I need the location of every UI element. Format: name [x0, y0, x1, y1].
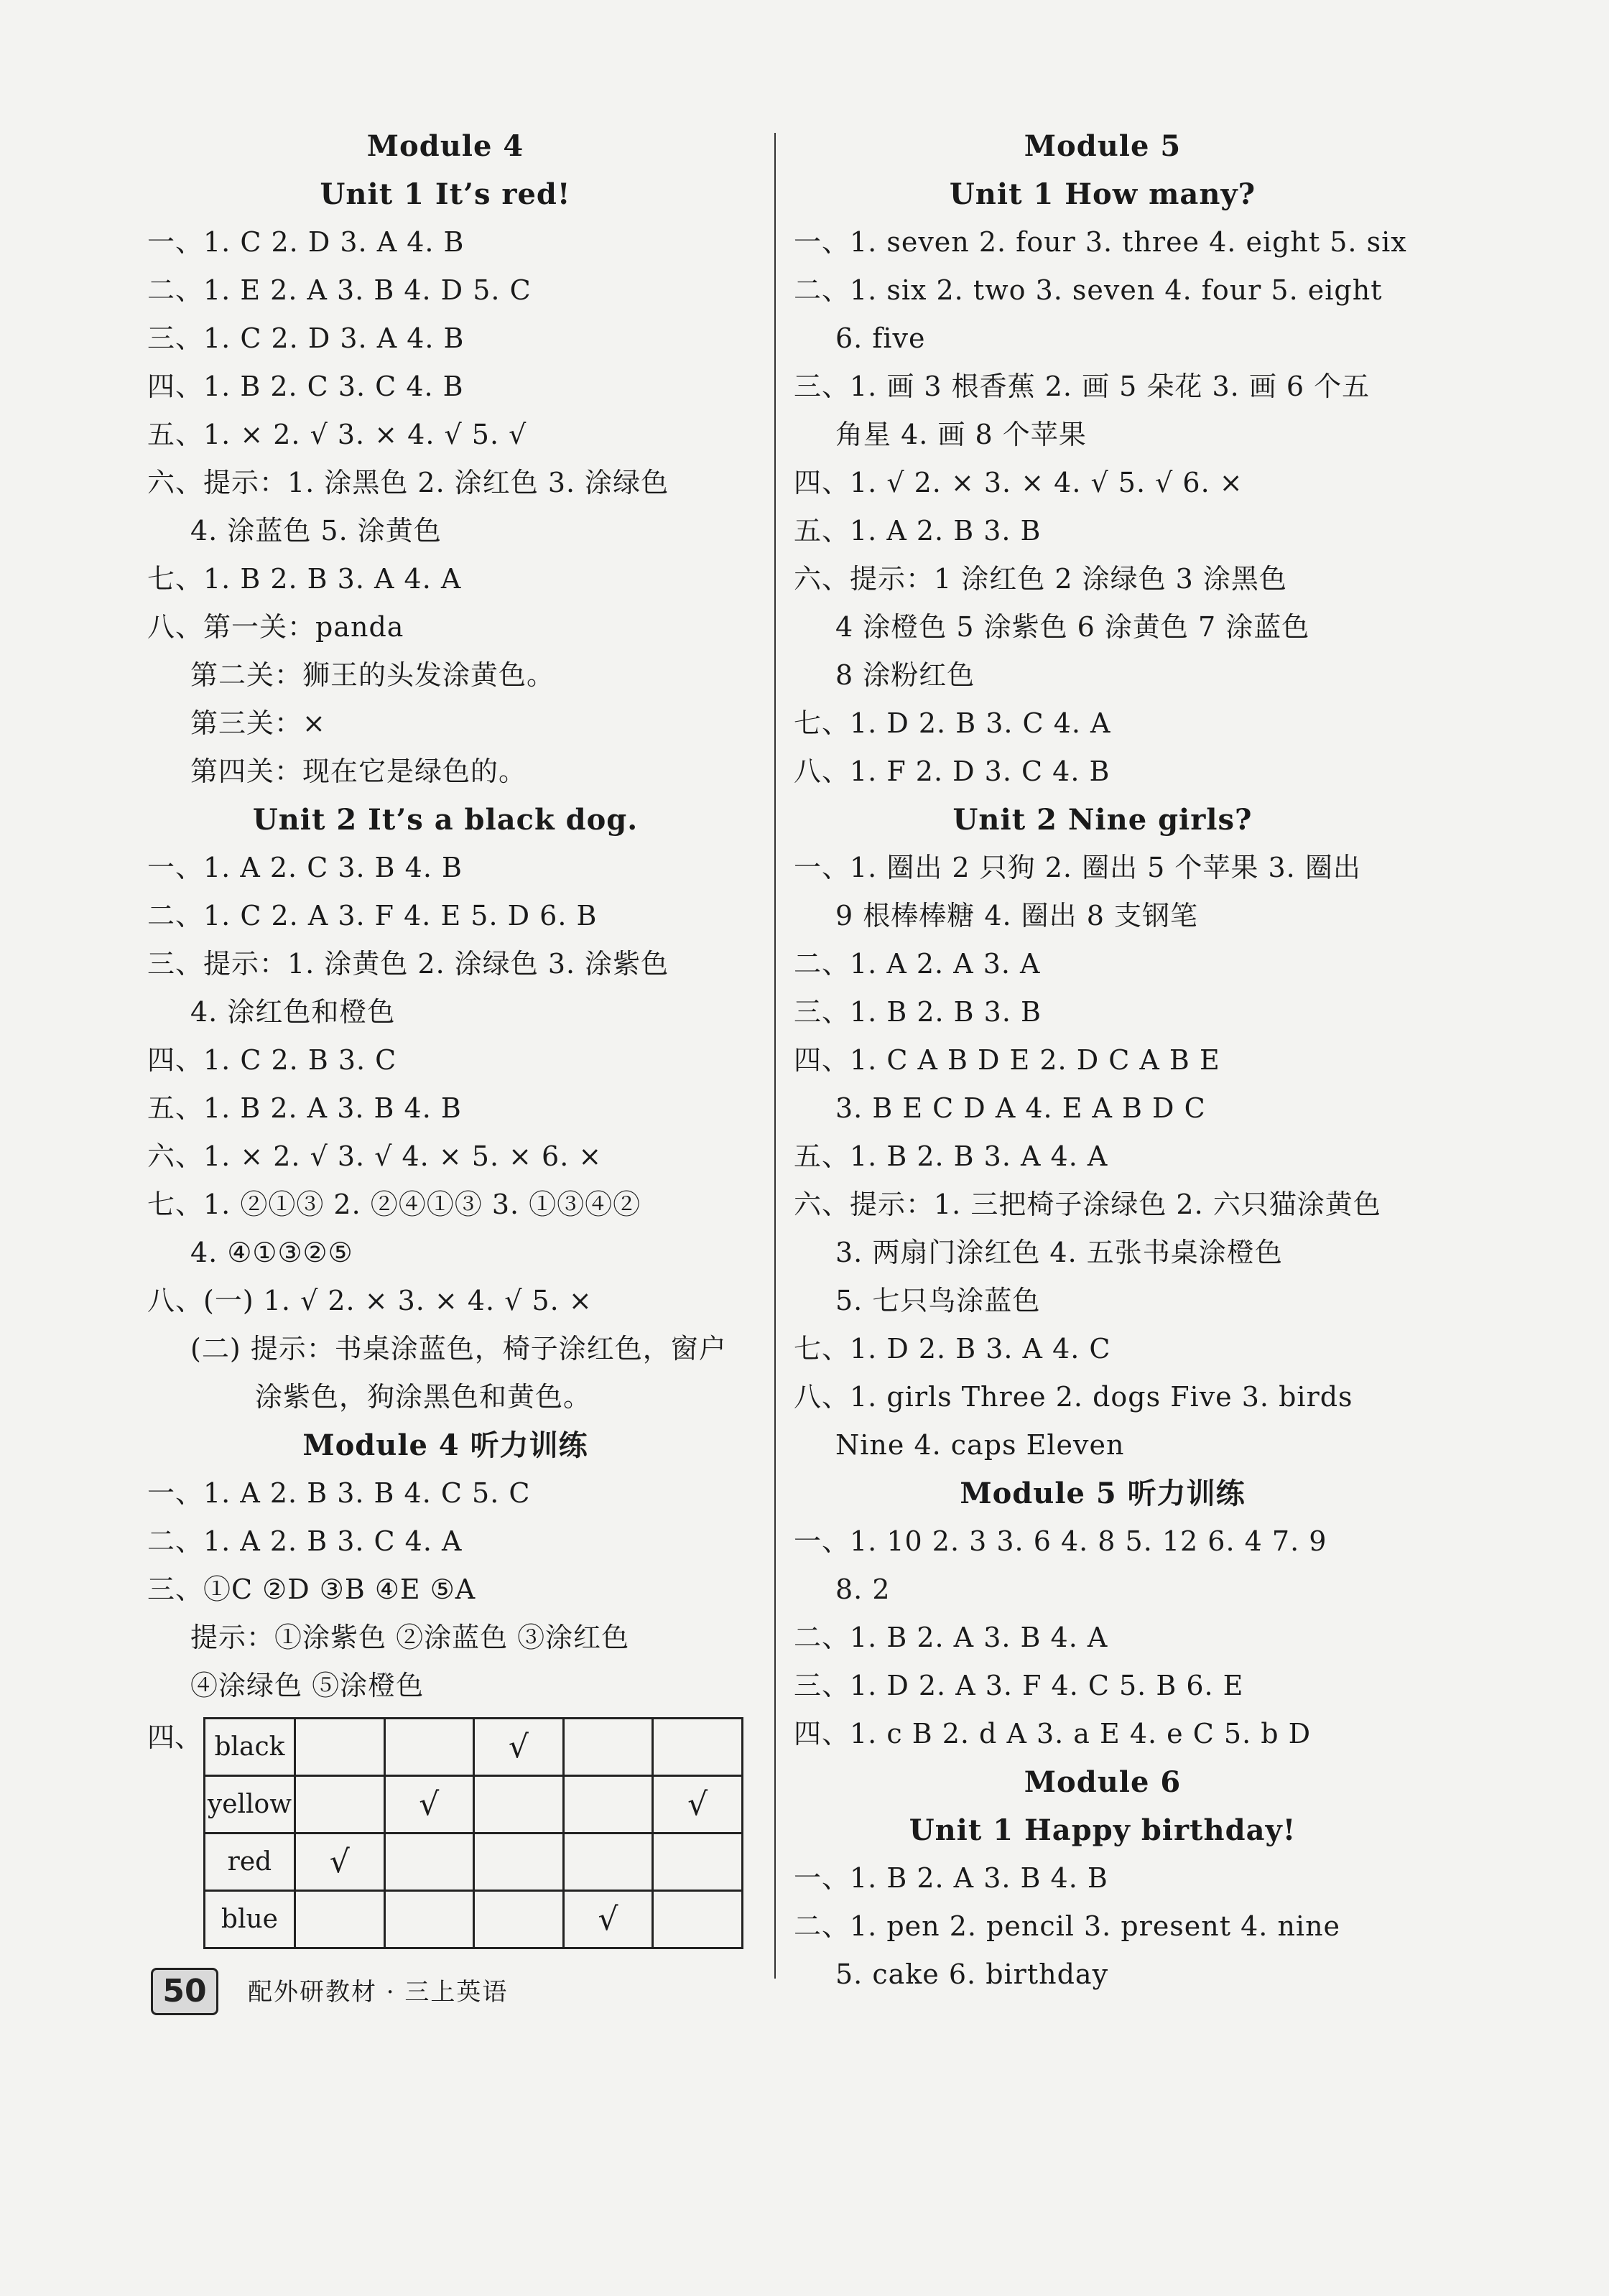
answer-line: 三、①C ②D ③B ④E ⑤A [147, 1574, 476, 1605]
answer-line: 角星 4. 画 8 个苹果 [835, 419, 1087, 450]
grid-cell: √ [295, 1833, 384, 1891]
section-heading: Unit 1 How many? [949, 177, 1256, 211]
answer-line: 3. 两扇门涂红色 4. 五张书桌涂橙色 [835, 1237, 1283, 1268]
answer-line: 一、1. B 2. A 3. B 4. B [794, 1862, 1108, 1894]
answer-line: Nine 4. caps Eleven [835, 1429, 1125, 1461]
answer-line: 一、1. A 2. C 3. B 4. B [147, 852, 463, 883]
section-heading: Unit 2 It’s a black dog. [252, 803, 639, 837]
answer-line: 三、1. D 2. A 3. F 4. C 5. B 6. E [794, 1670, 1244, 1701]
answer-line: 一、1. 10 2. 3 3. 6 4. 8 5. 12 6. 4 7. 9 [794, 1525, 1327, 1557]
answer-line: 涂紫色，狗涂黑色和黄色。 [255, 1381, 592, 1413]
answer-line: 八、1. F 2. D 3. C 4. B [794, 756, 1110, 787]
answer-line: 五、1. × 2. √ 3. × 4. √ 5. √ [147, 419, 527, 450]
answer-line: 一、1. C 2. D 3. A 4. B [147, 226, 465, 258]
section-heading: Module 5 听力训练 [960, 1477, 1246, 1510]
answer-line: 六、提示：1. 三把椅子涂绿色 2. 六只猫涂黄色 [794, 1189, 1381, 1220]
grid-row-label: black [205, 1719, 295, 1776]
grid-cell [563, 1776, 653, 1833]
answer-line: 一、1. seven 2. four 3. three 4. eight 5. six [794, 226, 1407, 258]
answer-line: (二) 提示：书桌涂蓝色，椅子涂红色，窗户 [190, 1333, 727, 1365]
grid-row [205, 1776, 743, 1833]
color-grid-section [147, 1710, 743, 1948]
grid-cell: √ [384, 1776, 474, 1833]
answer-line: 四、1. √ 2. × 3. × 4. √ 5. √ 6. × [794, 467, 1243, 498]
grid-row-label: yellow [205, 1776, 295, 1833]
answer-line: 四、1. B 2. C 3. C 4. B [147, 371, 464, 402]
answer-line: 七、1. B 2. B 3. A 4. A [147, 563, 462, 595]
left-answer-lines [147, 122, 743, 1710]
footer-book-title: 配外研教材 · 三上英语 [248, 1978, 509, 2007]
answer-line: 9 根棒棒糖 4. 圈出 8 支钢笔 [835, 900, 1199, 931]
answer-line: 七、1. D 2. B 3. A 4. C [794, 1333, 1111, 1365]
answer-line: 6. five [835, 322, 926, 354]
answer-line: 一、1. 圈出 2 只狗 2. 圈出 5 个苹果 3. 圈出 [794, 852, 1361, 883]
answer-line: 4. ④①③②⑤ [190, 1237, 353, 1268]
answer-line: 二、1. B 2. A 3. B 4. A [794, 1622, 1108, 1653]
page-number: 50 [151, 1968, 218, 2015]
grid-question-label: 四、 [147, 1721, 203, 1753]
answer-line: 七、1. D 2. B 3. C 4. A [794, 707, 1111, 739]
answer-line: 提示：①涂紫色 ②涂蓝色 ③涂红色 [190, 1622, 630, 1653]
grid-cell: √ [653, 1776, 743, 1833]
section-heading: Unit 2 Nine girls? [952, 803, 1253, 837]
answer-line: 三、提示：1. 涂黄色 2. 涂绿色 3. 涂紫色 [147, 948, 669, 980]
answer-line: 五、1. B 2. B 3. A 4. A [794, 1140, 1108, 1172]
grid-cell [653, 1833, 743, 1891]
color-answer-grid [203, 1717, 743, 1949]
section-heading: Module 4 [366, 129, 524, 163]
section-heading: Module 4 听力训练 [302, 1428, 588, 1462]
grid-cell [474, 1833, 564, 1891]
grid-cell [295, 1776, 384, 1833]
grid-cell [563, 1719, 653, 1776]
grid-cell [384, 1891, 474, 1948]
grid-cell [295, 1719, 384, 1776]
section-heading: Module 5 [1024, 129, 1182, 163]
answer-line: 二、1. A 2. B 3. C 4. A [147, 1525, 463, 1557]
grid-row [205, 1891, 743, 1948]
grid-cell [384, 1833, 474, 1891]
answer-line: 三、1. B 2. B 3. B [794, 996, 1042, 1028]
answer-line: 四、1. c B 2. d A 3. a E 4. e C 5. b D [794, 1718, 1312, 1749]
answer-line: 五、1. B 2. A 3. B 4. B [147, 1092, 462, 1124]
answer-line: 5. 七只鸟涂蓝色 [835, 1285, 1041, 1316]
answer-line: 六、1. × 2. √ 3. √ 4. × 5. × 6. × [147, 1140, 603, 1172]
column-divider [774, 133, 776, 1979]
grid-cell: √ [563, 1891, 653, 1948]
answer-line: 八、(一) 1. √ 2. × 3. × 4. √ 5. × [147, 1285, 593, 1316]
answer-line: 二、1. A 2. A 3. A [794, 948, 1041, 980]
answer-line: 八、第一关：panda [147, 611, 404, 643]
answer-line: 一、1. A 2. B 3. B 4. C 5. C [147, 1477, 531, 1509]
answer-line: 5. cake 6. birthday [835, 1958, 1109, 1990]
answer-line: 四、1. C A B D E 2. D C A B E [794, 1044, 1220, 1076]
grid-cell [474, 1891, 564, 1948]
grid-row [205, 1719, 743, 1776]
answer-line: 4. 涂红色和橙色 [190, 996, 396, 1028]
answer-line: 二、1. six 2. two 3. seven 4. four 5. eight [794, 274, 1383, 306]
answer-line: 二、1. E 2. A 3. B 4. D 5. C [147, 274, 532, 306]
grid-cell [653, 1891, 743, 1948]
answer-line: 六、提示：1. 涂黑色 2. 涂红色 3. 涂绿色 [147, 467, 669, 498]
grid-cell: √ [474, 1719, 564, 1776]
answer-line: 第四关：现在它是绿色的。 [190, 756, 527, 787]
answer-line: 三、1. C 2. D 3. A 4. B [147, 322, 465, 354]
left-column [147, 122, 743, 1948]
answer-line: 三、1. 画 3 根香蕉 2. 画 5 朵花 3. 画 6 个五 [794, 371, 1371, 402]
grid-cell [384, 1719, 474, 1776]
right-answer-lines [794, 122, 1411, 1999]
answer-line: 第二关：狮王的头发涂黄色。 [190, 659, 555, 691]
right-column [794, 122, 1411, 1999]
answer-line: 二、1. pen 2. pencil 3. present 4. nine [794, 1910, 1341, 1942]
answer-line: 六、提示：1 涂红色 2 涂绿色 3 涂黑色 [794, 563, 1287, 595]
grid-cell [563, 1833, 653, 1891]
section-heading: Module 6 [1024, 1765, 1182, 1799]
answer-line: 3. B E C D A 4. E A B D C [835, 1092, 1206, 1124]
answer-line: 四、1. C 2. B 3. C [147, 1044, 397, 1076]
answer-line: 五、1. A 2. B 3. B [794, 515, 1042, 547]
grid-cell [474, 1776, 564, 1833]
section-heading: Unit 1 It’s red! [320, 177, 571, 211]
answer-line: 第三关：× [190, 707, 326, 739]
grid-row-label: blue [205, 1891, 295, 1948]
answer-line: 二、1. C 2. A 3. F 4. E 5. D 6. B [147, 900, 598, 931]
answer-line: 8 涂粉红色 [835, 659, 975, 691]
answer-line: 4 涂橙色 5 涂紫色 6 涂黄色 7 涂蓝色 [835, 611, 1310, 643]
answer-line: 4. 涂蓝色 5. 涂黄色 [190, 515, 442, 547]
grid-cell [653, 1719, 743, 1776]
grid-row-label: red [205, 1833, 295, 1891]
answer-line: 八、1. girls Three 2. dogs Five 3. birds [794, 1381, 1353, 1413]
answer-line: 8. 2 [835, 1574, 891, 1605]
answer-line: 七、1. ②①③ 2. ②④①③ 3. ①③④② [147, 1189, 641, 1220]
answer-line: ④涂绿色 ⑤涂橙色 [190, 1670, 425, 1701]
grid-row [205, 1833, 743, 1891]
section-heading: Unit 1 Happy birthday! [909, 1813, 1297, 1847]
grid-cell [295, 1891, 384, 1948]
